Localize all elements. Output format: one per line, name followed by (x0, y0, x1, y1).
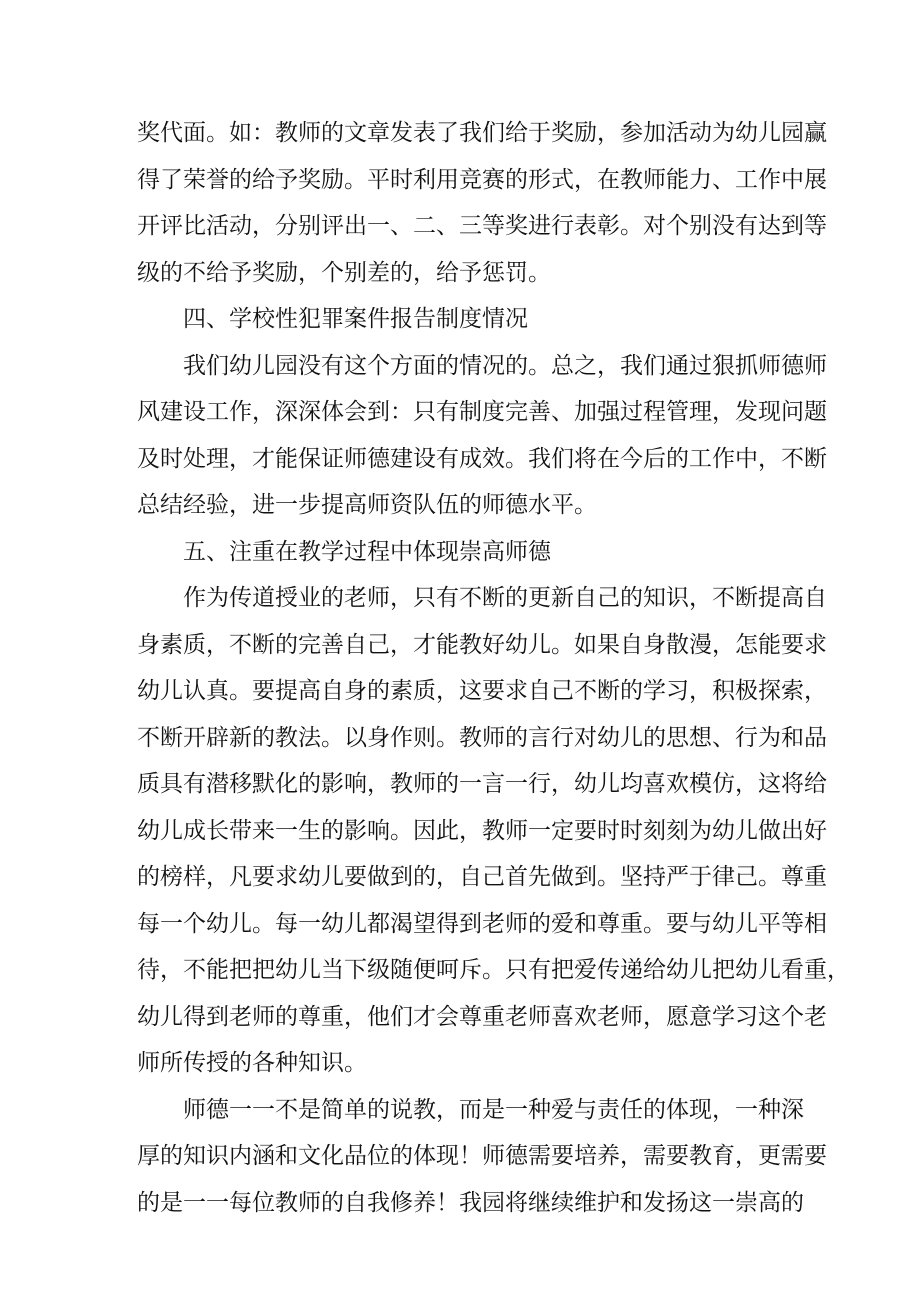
paragraph-line: 厚的知识内涵和文化品位的体现！师德需要培养，需要教育，更需要 (137, 1143, 827, 1169)
paragraph-line: 身素质，不断的完善自己，才能教好幼儿。如果自身散漫，怎能要求 (137, 631, 827, 658)
paragraph-line: 总结经验，进一步提高师资队伍的师德水平。 (137, 492, 597, 518)
paragraph-line: 我们幼儿园没有这个方面的情况的。总之，我们通过狠抓师德师 (183, 352, 827, 379)
paragraph-line: 的榜样，凡要求幼儿要做到的，自己首先做到。坚持严于律己。尊重 (137, 864, 827, 890)
paragraph-line: 每一个幼儿。每一幼儿都渴望得到老师的爱和尊重。要与幼儿平等相 (137, 910, 827, 937)
paragraph-line: 待，不能把把幼儿当下级随便呵斥。只有把爱传递给幼儿把幼儿看重， (137, 957, 850, 983)
paragraph-line: 不断开辟新的教法。以身作则。教师的言行对幼儿的思想、行为和品 (137, 724, 827, 751)
paragraph-line: 作为传道授业的老师，只有不断的更新自己的知识，不断提高自 (183, 585, 827, 611)
paragraph-line: 师德一一不是简单的说教，而是一种爱与责任的体现，一种深 (183, 1096, 804, 1123)
paragraph-line: 级的不给予奖励，个别差的，给予惩罚。 (137, 259, 551, 286)
section-heading-5: 五、注重在教学过程中体现崇高师德 (183, 538, 551, 565)
paragraph-line: 奖代面。如：教师的文章发表了我们给于奖励，参加活动为幼儿园赢 (137, 120, 827, 146)
paragraph-line: 开评比活动，分别评出一、二、三等奖进行表彰。对个别没有达到等 (137, 213, 827, 239)
paragraph-line: 风建设工作，深深体会到：只有制度完善、加强过程管理，发现问题 (137, 399, 827, 425)
paragraph-line: 幼儿得到老师的尊重，他们才会尊重老师喜欢老师，愿意学习这个老 (137, 1003, 827, 1030)
paragraph-line: 得了荣誉的给予奖励。平时利用竞赛的形式，在教师能力、工作中展 (137, 166, 827, 193)
section-heading-4: 四、学校性犯罪案件报告制度情况 (183, 306, 528, 332)
document-body (137, 110, 850, 1226)
paragraph-line: 及时处理，才能保证师德建设有成效。我们将在今后的工作中，不断 (137, 445, 827, 472)
paragraph-line: 幼儿认真。要提高自身的素质，这要求自己不断的学习，积极探索， (137, 678, 827, 704)
paragraph-line: 师所传授的各种知识。 (137, 1050, 367, 1076)
paragraph-line: 的是一一每位教师的自我修养！我园将继续维护和发扬这一崇高的 (137, 1189, 804, 1216)
paragraph-line: 幼儿成长带来一生的影响。因此，教师一定要时时刻刻为幼儿做出好 (137, 817, 827, 844)
paragraph-line: 质具有潜移默化的影响，教师的一言一行，幼儿均喜欢模仿，这将给 (137, 771, 827, 797)
